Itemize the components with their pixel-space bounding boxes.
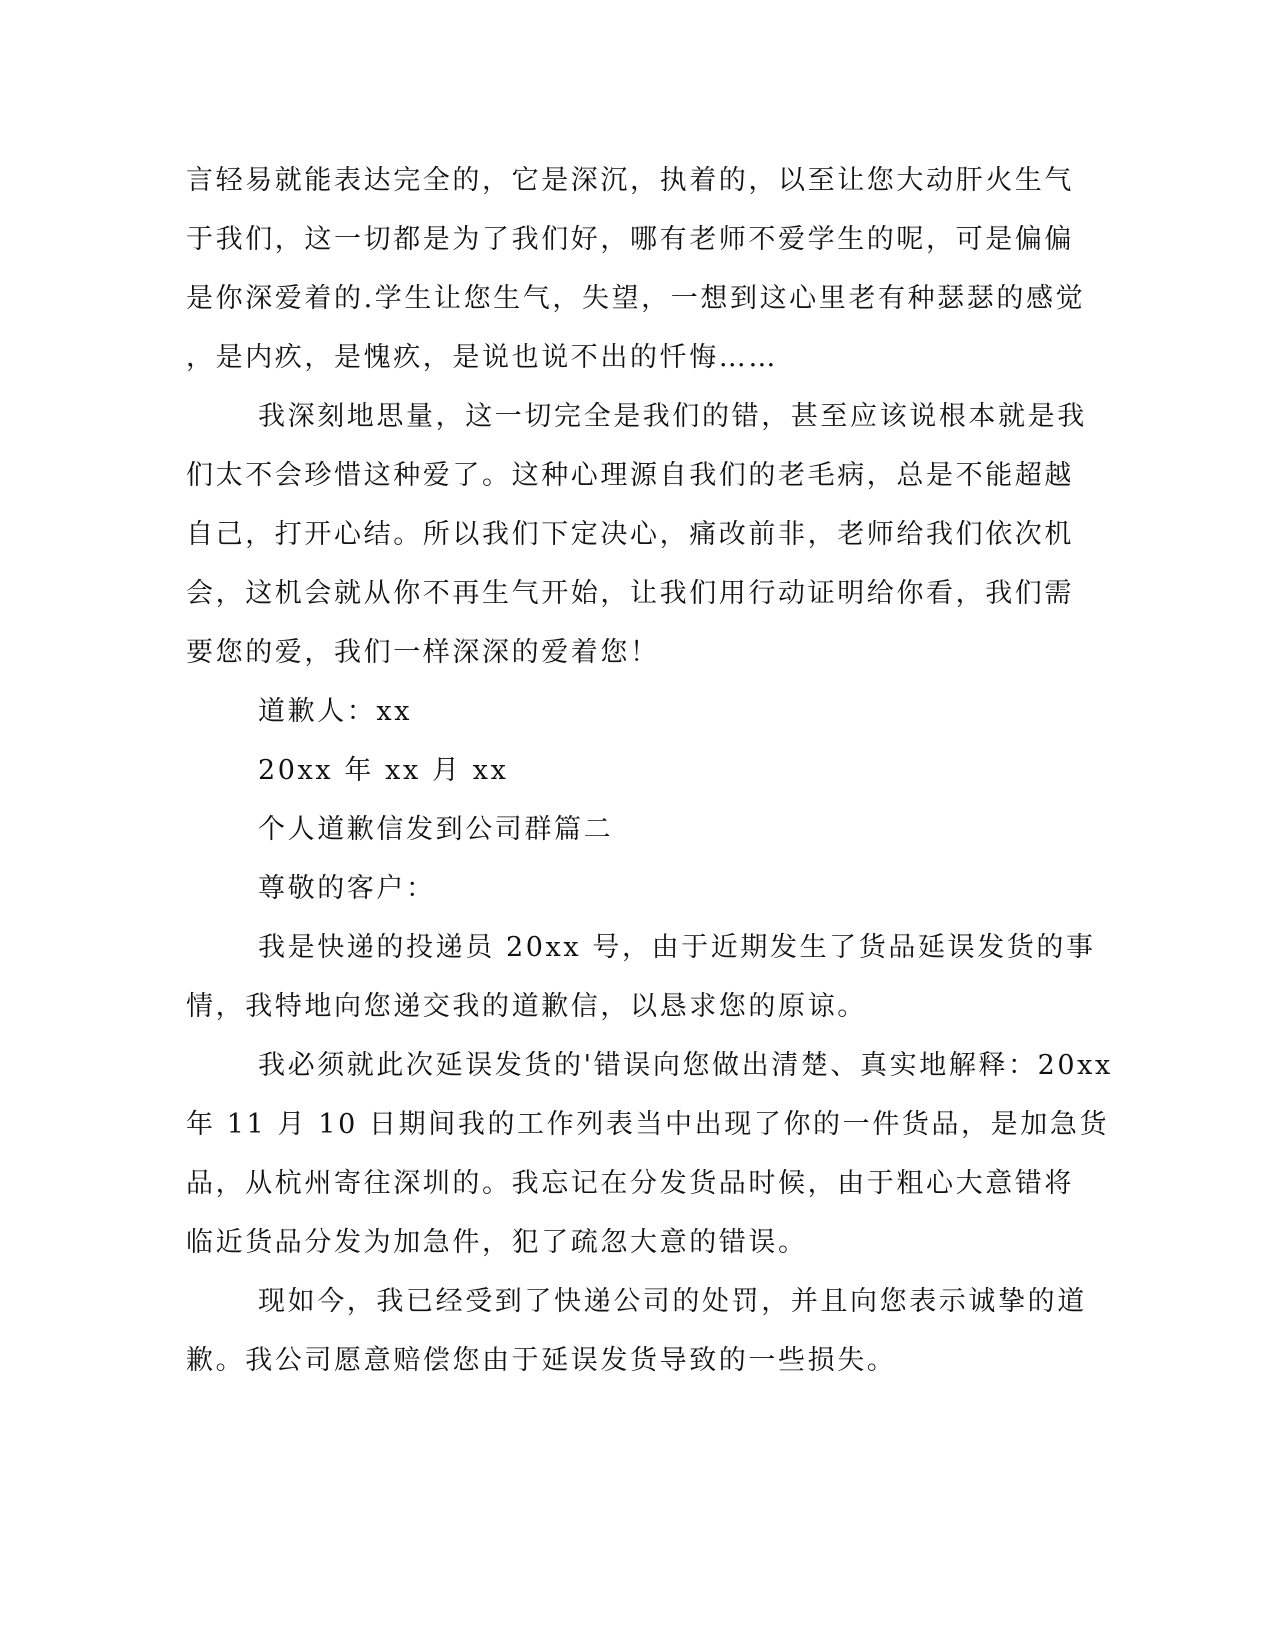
signature-date: 20xx 年 xx 月 xx bbox=[258, 755, 509, 786]
text-line: 年 11 月 10 日期间我的工作列表当中出现了你的一件货品，是加急货 bbox=[186, 1109, 1110, 1140]
text-line: 歉。我公司愿意赔偿您由于延误发货导致的一些损失。 bbox=[186, 1345, 897, 1376]
paragraph-first-line: 我必须就此次延误发货的'错误向您做出清楚、真实地解释：20xx bbox=[258, 1050, 1113, 1081]
paragraph-first-line: 我是快递的投递员 20xx 号，由于近期发生了货品延误发货的事 bbox=[258, 932, 1096, 963]
salutation: 尊敬的客户： bbox=[258, 873, 436, 904]
text-line: 是你深爱着的.学生让您生气，失望，一想到这心里老有种瑟瑟的感觉 bbox=[186, 283, 1086, 314]
text-line: 们太不会珍惜这种爱了。这种心理源自我们的老毛病，总是不能超越 bbox=[186, 460, 1074, 491]
text-line: ，是内疚，是愧疚，是说也说不出的忏悔…… bbox=[186, 342, 778, 373]
text-line: 会，这机会就从你不再生气开始，让我们用行动证明给你看，我们需 bbox=[186, 578, 1074, 609]
paragraph-first-line: 我深刻地思量，这一切完全是我们的错，甚至应该说根本就是我 bbox=[258, 401, 1087, 432]
text-line: 自己，打开心结。所以我们下定决心，痛改前非，老师给我们依次机 bbox=[186, 519, 1074, 550]
text-line: 于我们，这一切都是为了我们好，哪有老师不爱学生的呢，可是偏偏 bbox=[186, 224, 1074, 255]
paragraph-first-line: 现如今，我已经受到了快递公司的处罚，并且向您表示诚挚的道 bbox=[258, 1286, 1087, 1317]
text-line: 情，我特地向您递交我的道歉信，以恳求您的原谅。 bbox=[186, 991, 867, 1022]
text-line: 言轻易就能表达完全的，它是深沉，执着的，以至让您大动肝火生气 bbox=[186, 165, 1074, 196]
signature-name: 道歉人：xx bbox=[258, 696, 413, 727]
text-line: 品，从杭州寄往深圳的。我忘记在分发货品时候，由于粗心大意错将 bbox=[186, 1168, 1074, 1199]
text-line: 临近货品分发为加急件，犯了疏忽大意的错误。 bbox=[186, 1227, 808, 1258]
text-line: 要您的爱，我们一样深深的爱着您！ bbox=[186, 637, 660, 668]
section-title: 个人道歉信发到公司群篇二 bbox=[258, 814, 614, 845]
